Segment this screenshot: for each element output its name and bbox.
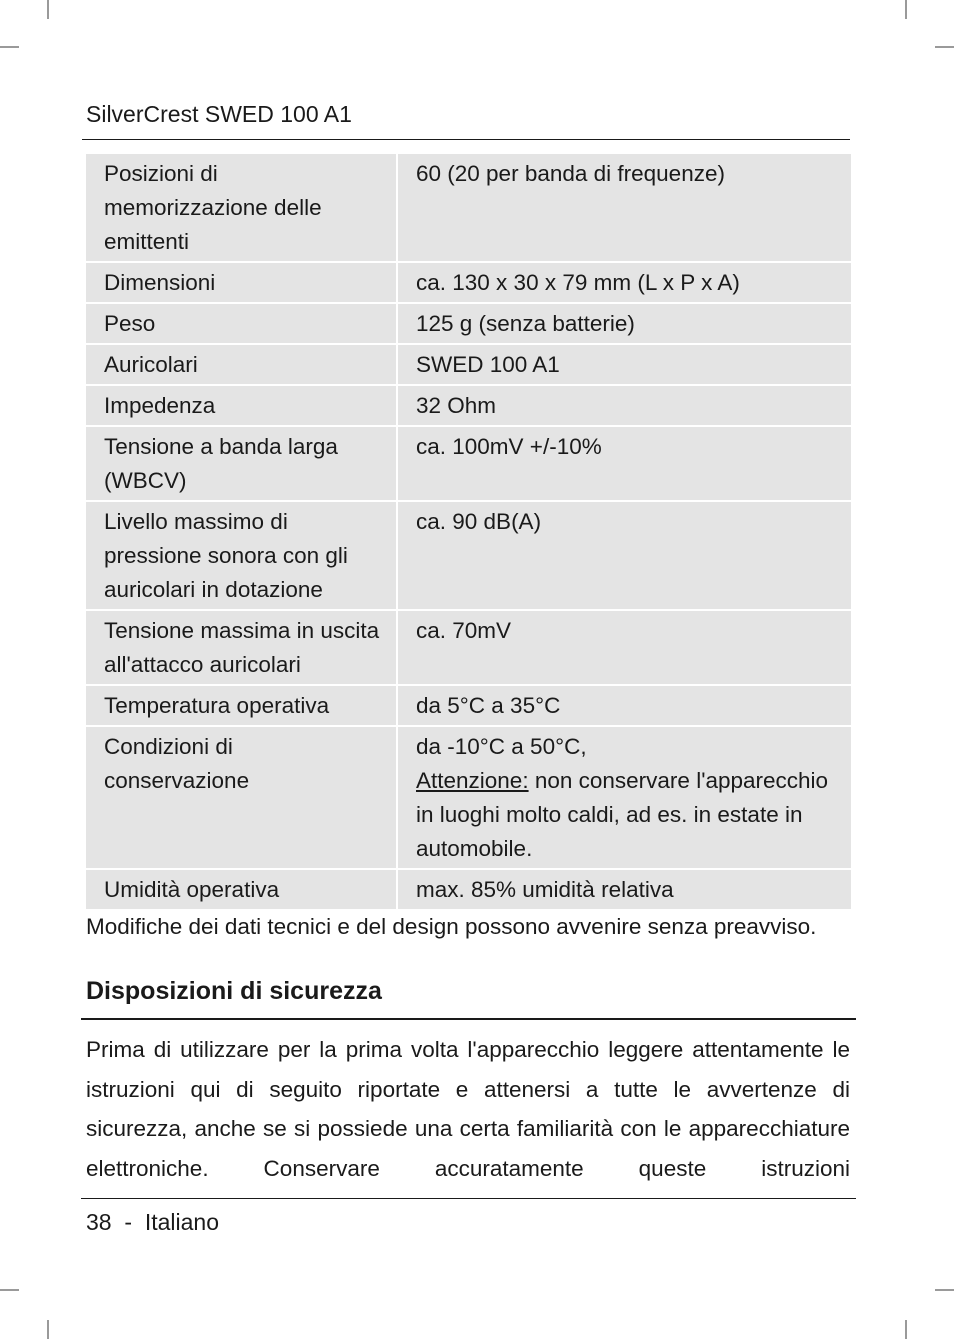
running-header: SilverCrest SWED 100 A1 (86, 101, 352, 127)
table-row (86, 154, 851, 262)
spec-label-line: conservazione (104, 768, 250, 793)
page-number: 38 (86, 1209, 112, 1235)
spec-value: ca. 130 x 30 x 79 mm (L x P x A) (397, 262, 851, 303)
attention-label: Attenzione: (416, 768, 529, 793)
spec-label: Temperatura operativa (86, 685, 397, 726)
spec-value: SWED 100 A1 (397, 344, 851, 385)
crop-mark (905, 1320, 907, 1339)
crop-mark (0, 46, 19, 48)
spec-label (86, 726, 397, 869)
table-row (86, 303, 851, 344)
spec-label: Posizioni di memorizzazione delle emittenti (86, 154, 397, 262)
crop-mark (47, 1320, 49, 1339)
table-row (86, 869, 851, 910)
page-footer (86, 1206, 219, 1238)
spec-value-line: da -10°C a 50°C, (416, 734, 587, 759)
spec-label: Peso (86, 303, 397, 344)
spec-label: Impedenza (86, 385, 397, 426)
spec-label: Livello massimo di pressione sonora con gli auricolari in dotazione (86, 501, 397, 610)
technical-data-table (86, 154, 851, 911)
spec-value: ca. 70mV (397, 610, 851, 685)
spec-value: ca. 100mV +/-10% (397, 426, 851, 501)
table-row (86, 685, 851, 726)
spec-value (397, 726, 851, 869)
spec-value: da 5°C a 35°C (397, 685, 851, 726)
attention-text: non conservare l'apparecchio in luoghi molto caldi, ad es. in estate in automobile. (416, 768, 829, 861)
footer-separator: - (124, 1209, 133, 1235)
attention-note (416, 764, 841, 866)
spec-value: 32 Ohm (397, 385, 851, 426)
crop-mark (905, 0, 907, 19)
crop-mark (935, 46, 954, 48)
header-divider (82, 139, 850, 140)
table-row (86, 501, 851, 610)
spec-label: Umidità operativa (86, 869, 397, 910)
spec-value: ca. 90 dB(A) (397, 501, 851, 610)
table-row (86, 385, 851, 426)
change-notice: Modifiche dei dati tecnici e del design possono avvenire senza preavviso. (86, 914, 817, 939)
spec-label: Tensione a banda larga (WBCV) (86, 426, 397, 501)
spec-value: 60 (20 per banda di frequenze) (397, 154, 851, 262)
table-row (86, 610, 851, 685)
section-heading: Disposizioni di sicurezza (86, 977, 382, 1005)
table-row (86, 726, 851, 869)
spec-label: Auricolari (86, 344, 397, 385)
crop-mark (935, 1289, 954, 1291)
section-divider (81, 1018, 856, 1020)
table-row (86, 426, 851, 501)
crop-mark (47, 0, 49, 19)
spec-value: max. 85% umidità relativa (397, 869, 851, 910)
spec-label: Tensione massima in uscita all'attacco auricolari (86, 610, 397, 685)
crop-mark (0, 1289, 19, 1291)
footer-language: Italiano (144, 1209, 219, 1235)
body-paragraph: Prima di utilizzare per la prima volta l'apparecchio leggere attentamente le istruzioni qui di seguito riportate e attenersi a tutte le avvertenze di sicurezza, anche se si possiede una certa familiarità con le apparecchiature elettroniche. Conservare accuratamente queste istruzioni (86, 1037, 850, 1181)
spec-label: Dimensioni (86, 262, 397, 303)
table-row (86, 344, 851, 385)
spec-label-line: Condizioni di (104, 734, 233, 759)
spec-value: 125 g (senza batterie) (397, 303, 851, 344)
footer-divider (81, 1198, 856, 1199)
table-row (86, 262, 851, 303)
